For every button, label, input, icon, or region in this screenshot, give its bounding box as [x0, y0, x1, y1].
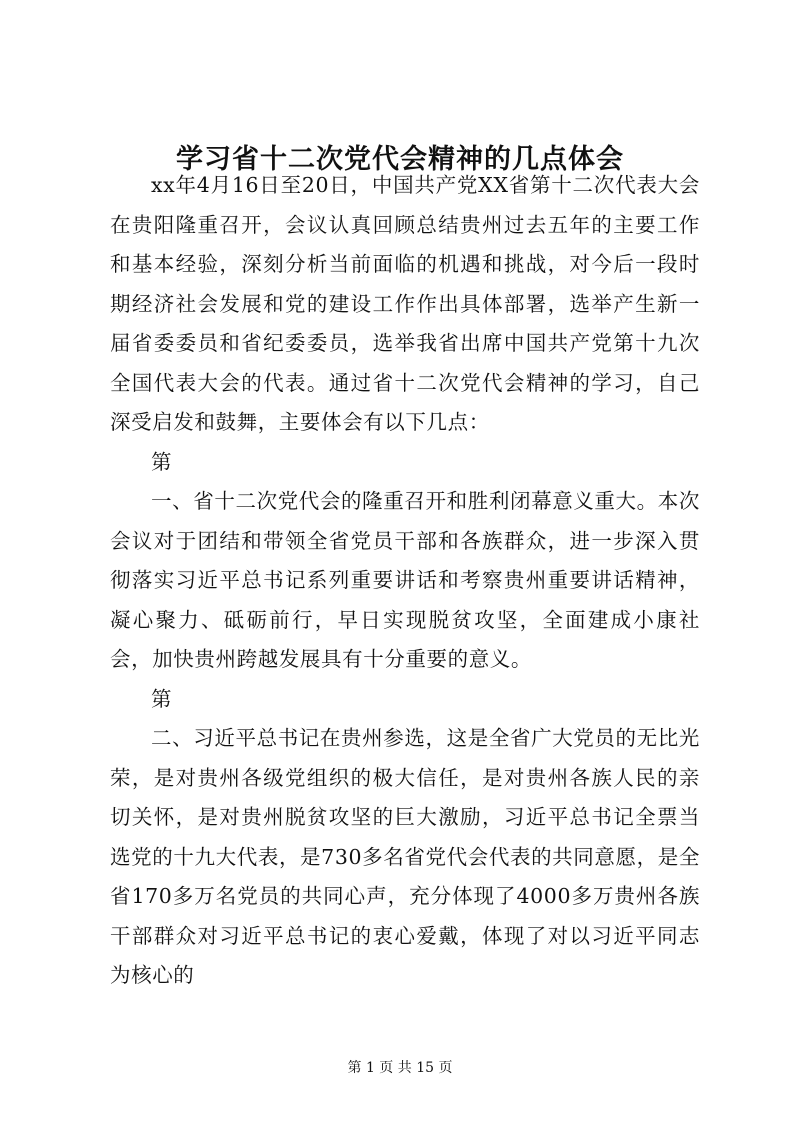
paragraph-marker-1: 第 [151, 449, 173, 474]
document-title: 学习省十二次党代会精神的几点体会 [176, 144, 624, 175]
page-footer: 第 1 页 共 15 页 [347, 1060, 453, 1076]
paragraph-marker-2: 第 [151, 686, 173, 711]
paragraph-point-2: 二、习近平总书记在贵州参选，这是全省广大党员的无比光荣，是对贵州各级党组织的极大信任，是对贵州各族人民的亲切关怀，是对贵州脱贫攻坚的巨大激励，习近平总书记全票当选党的十九大代表，是730多名省党代会代表的共同意愿，是全省170多万名党员的共同心声，充分体现了4000多万贵州各族干部群众对习近平总书记的衷心爱戴，体现了对以习近平同志为核心的 [110, 726, 700, 987]
paragraph-point-1: 一、省十二次党代会的隆重召开和胜利闭幕意义重大。本次会议对于团结和带领全省党员干部和各族群众，进一步深入贯彻落实习近平总书记系列重要讲话和考察贵州重要讲话精神，凝心聚力、砥砺前行，早日实现脱贫攻坚，全面建成小康社会，加快贵州跨越发展具有十分重要的意义。 [110, 489, 700, 671]
paragraph-intro: xx年4月16日至20日，中国共产党XX省第十二次代表大会在贵阳隆重召开，会议认真回顾总结贵州过去五年的主要工作和基本经验，深刻分析当前面临的机遇和挑战，对今后一段时期经济社会发展和党的建设工作作出具体部署，选举产生新一届省委委员和省纪委委员，选举我省出席中国共产党第十九次全国代表大会的代表。通过省十二次党代会精神的学习，自己深受启发和鼓舞，主要体会有以下几点： [110, 173, 700, 434]
document-body [110, 166, 700, 996]
